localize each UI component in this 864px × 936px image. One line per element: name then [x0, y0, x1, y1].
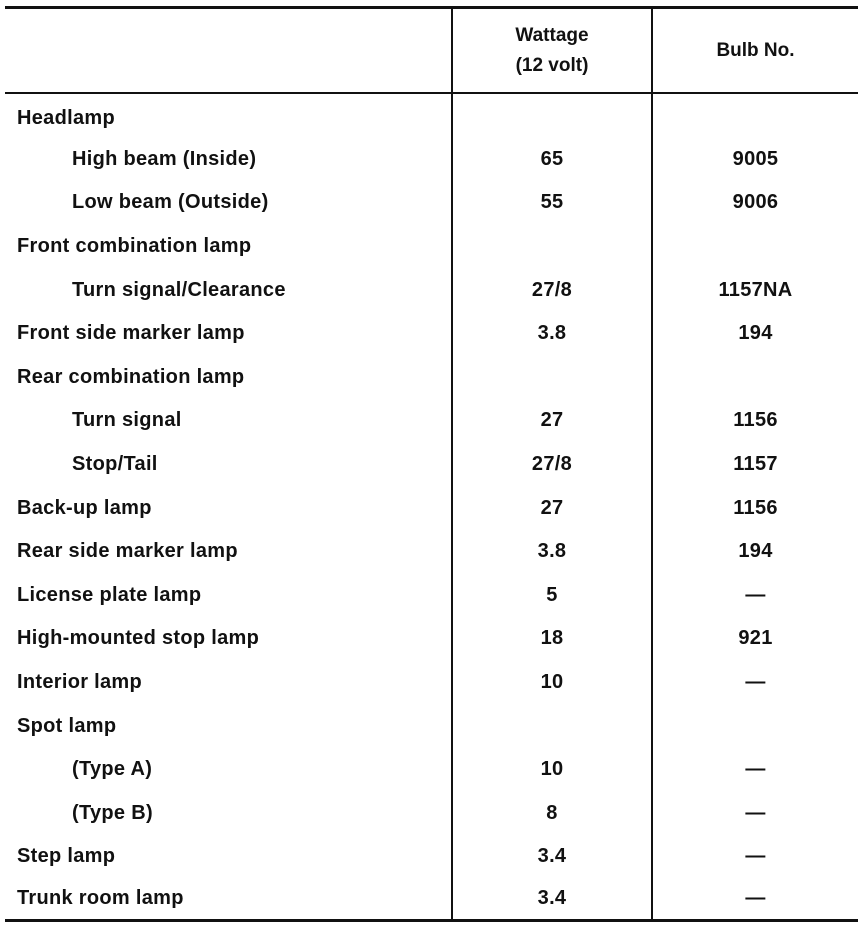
lamp-name: Rear side marker lamp — [17, 540, 238, 563]
bulb-number-cell — [653, 94, 858, 138]
wattage-cell — [451, 704, 653, 748]
header-wattage — [451, 9, 653, 92]
lamp-name: Rear combination lamp — [17, 365, 245, 388]
bulb-number-cell — [653, 356, 858, 400]
wattage-cell: 27 — [451, 399, 653, 443]
table-row — [5, 356, 858, 400]
lamp-name: License plate lamp — [17, 583, 202, 606]
bulb-number-cell: 1156 — [733, 496, 778, 519]
wattage-cell: 10 — [451, 661, 653, 705]
lamp-name: Low beam (Outside) — [72, 191, 269, 214]
wattage-cell: 3.4 — [451, 879, 653, 919]
bulb-number-cell: 194 — [738, 322, 773, 345]
header-item-column — [5, 9, 451, 92]
table-row — [5, 792, 858, 836]
table-row — [5, 138, 858, 182]
table-row — [5, 748, 858, 792]
lamp-name: Turn signal — [72, 409, 182, 432]
bulb-number-cell — [653, 225, 858, 269]
bulb-number-cell: — — [745, 845, 766, 868]
bulb-number-cell: 1157NA — [718, 278, 793, 301]
wattage-cell: 5 — [451, 574, 653, 618]
header-bulb-number: Bulb No. — [716, 39, 795, 61]
wattage-cell: 3.8 — [451, 312, 653, 356]
lamp-name: High-mounted stop lamp — [17, 627, 260, 650]
bulb-number-cell: — — [745, 758, 766, 781]
lamp-name: Front combination lamp — [17, 235, 252, 258]
wattage-cell — [451, 94, 653, 138]
table-header — [5, 9, 858, 94]
table-row — [5, 530, 858, 574]
wattage-cell: 8 — [451, 792, 653, 836]
wattage-cell — [451, 356, 653, 400]
lamp-name: Turn signal/Clearance — [72, 278, 286, 301]
table-row — [5, 704, 858, 748]
lamp-name: Spot lamp — [17, 714, 117, 737]
bulb-number-cell: — — [745, 583, 766, 606]
lamp-name: Step lamp — [17, 845, 116, 868]
lamp-name: Front side marker lamp — [17, 322, 245, 345]
header-wattage-label: Wattage — [515, 24, 589, 46]
table-row — [5, 312, 858, 356]
bulb-number-cell: — — [745, 671, 766, 694]
table-row — [5, 399, 858, 443]
wattage-cell: 3.4 — [451, 835, 653, 879]
wattage-cell: 27/8 — [451, 443, 653, 487]
table-row — [5, 268, 858, 312]
lamp-name: High beam (Inside) — [72, 147, 257, 170]
wattage-cell: 3.8 — [451, 530, 653, 574]
lamp-name: (Type B) — [72, 801, 153, 824]
header-wattage-voltage: (12 volt) — [515, 54, 589, 76]
table-row — [5, 661, 858, 705]
table-row — [5, 879, 858, 919]
lamp-name: Back-up lamp — [17, 496, 152, 519]
lamp-name: Stop/Tail — [72, 453, 158, 476]
wattage-cell: 18 — [451, 617, 653, 661]
table-row — [5, 94, 858, 138]
table-body — [5, 94, 858, 919]
bulb-number-cell: 1156 — [733, 409, 778, 432]
bulb-number-cell: 9005 — [732, 147, 779, 170]
lamp-name: Headlamp — [17, 107, 115, 130]
table-row — [5, 181, 858, 225]
bulb-number-cell: 9006 — [732, 191, 779, 214]
wattage-cell: 27 — [451, 486, 653, 530]
lamp-name: (Type A) — [72, 758, 153, 781]
table-row — [5, 486, 858, 530]
bulb-number-cell: — — [745, 801, 766, 824]
lamp-name: Trunk room lamp — [17, 887, 184, 910]
wattage-cell: 10 — [451, 748, 653, 792]
bulb-number-cell: — — [745, 887, 766, 910]
lamp-name: Interior lamp — [17, 671, 143, 694]
bulb-number-cell: 921 — [738, 627, 773, 650]
table-row — [5, 835, 858, 879]
table-row — [5, 617, 858, 661]
table-row — [5, 443, 858, 487]
table-row — [5, 574, 858, 618]
bulb-specification-table — [5, 6, 858, 922]
bulb-number-cell: 1157 — [733, 453, 778, 476]
bulb-number-cell — [653, 704, 858, 748]
wattage-cell: 55 — [451, 181, 653, 225]
table-row — [5, 225, 858, 269]
wattage-cell: 27/8 — [451, 268, 653, 312]
bulb-number-cell: 194 — [738, 540, 773, 563]
wattage-cell: 65 — [451, 138, 653, 182]
wattage-cell — [451, 225, 653, 269]
